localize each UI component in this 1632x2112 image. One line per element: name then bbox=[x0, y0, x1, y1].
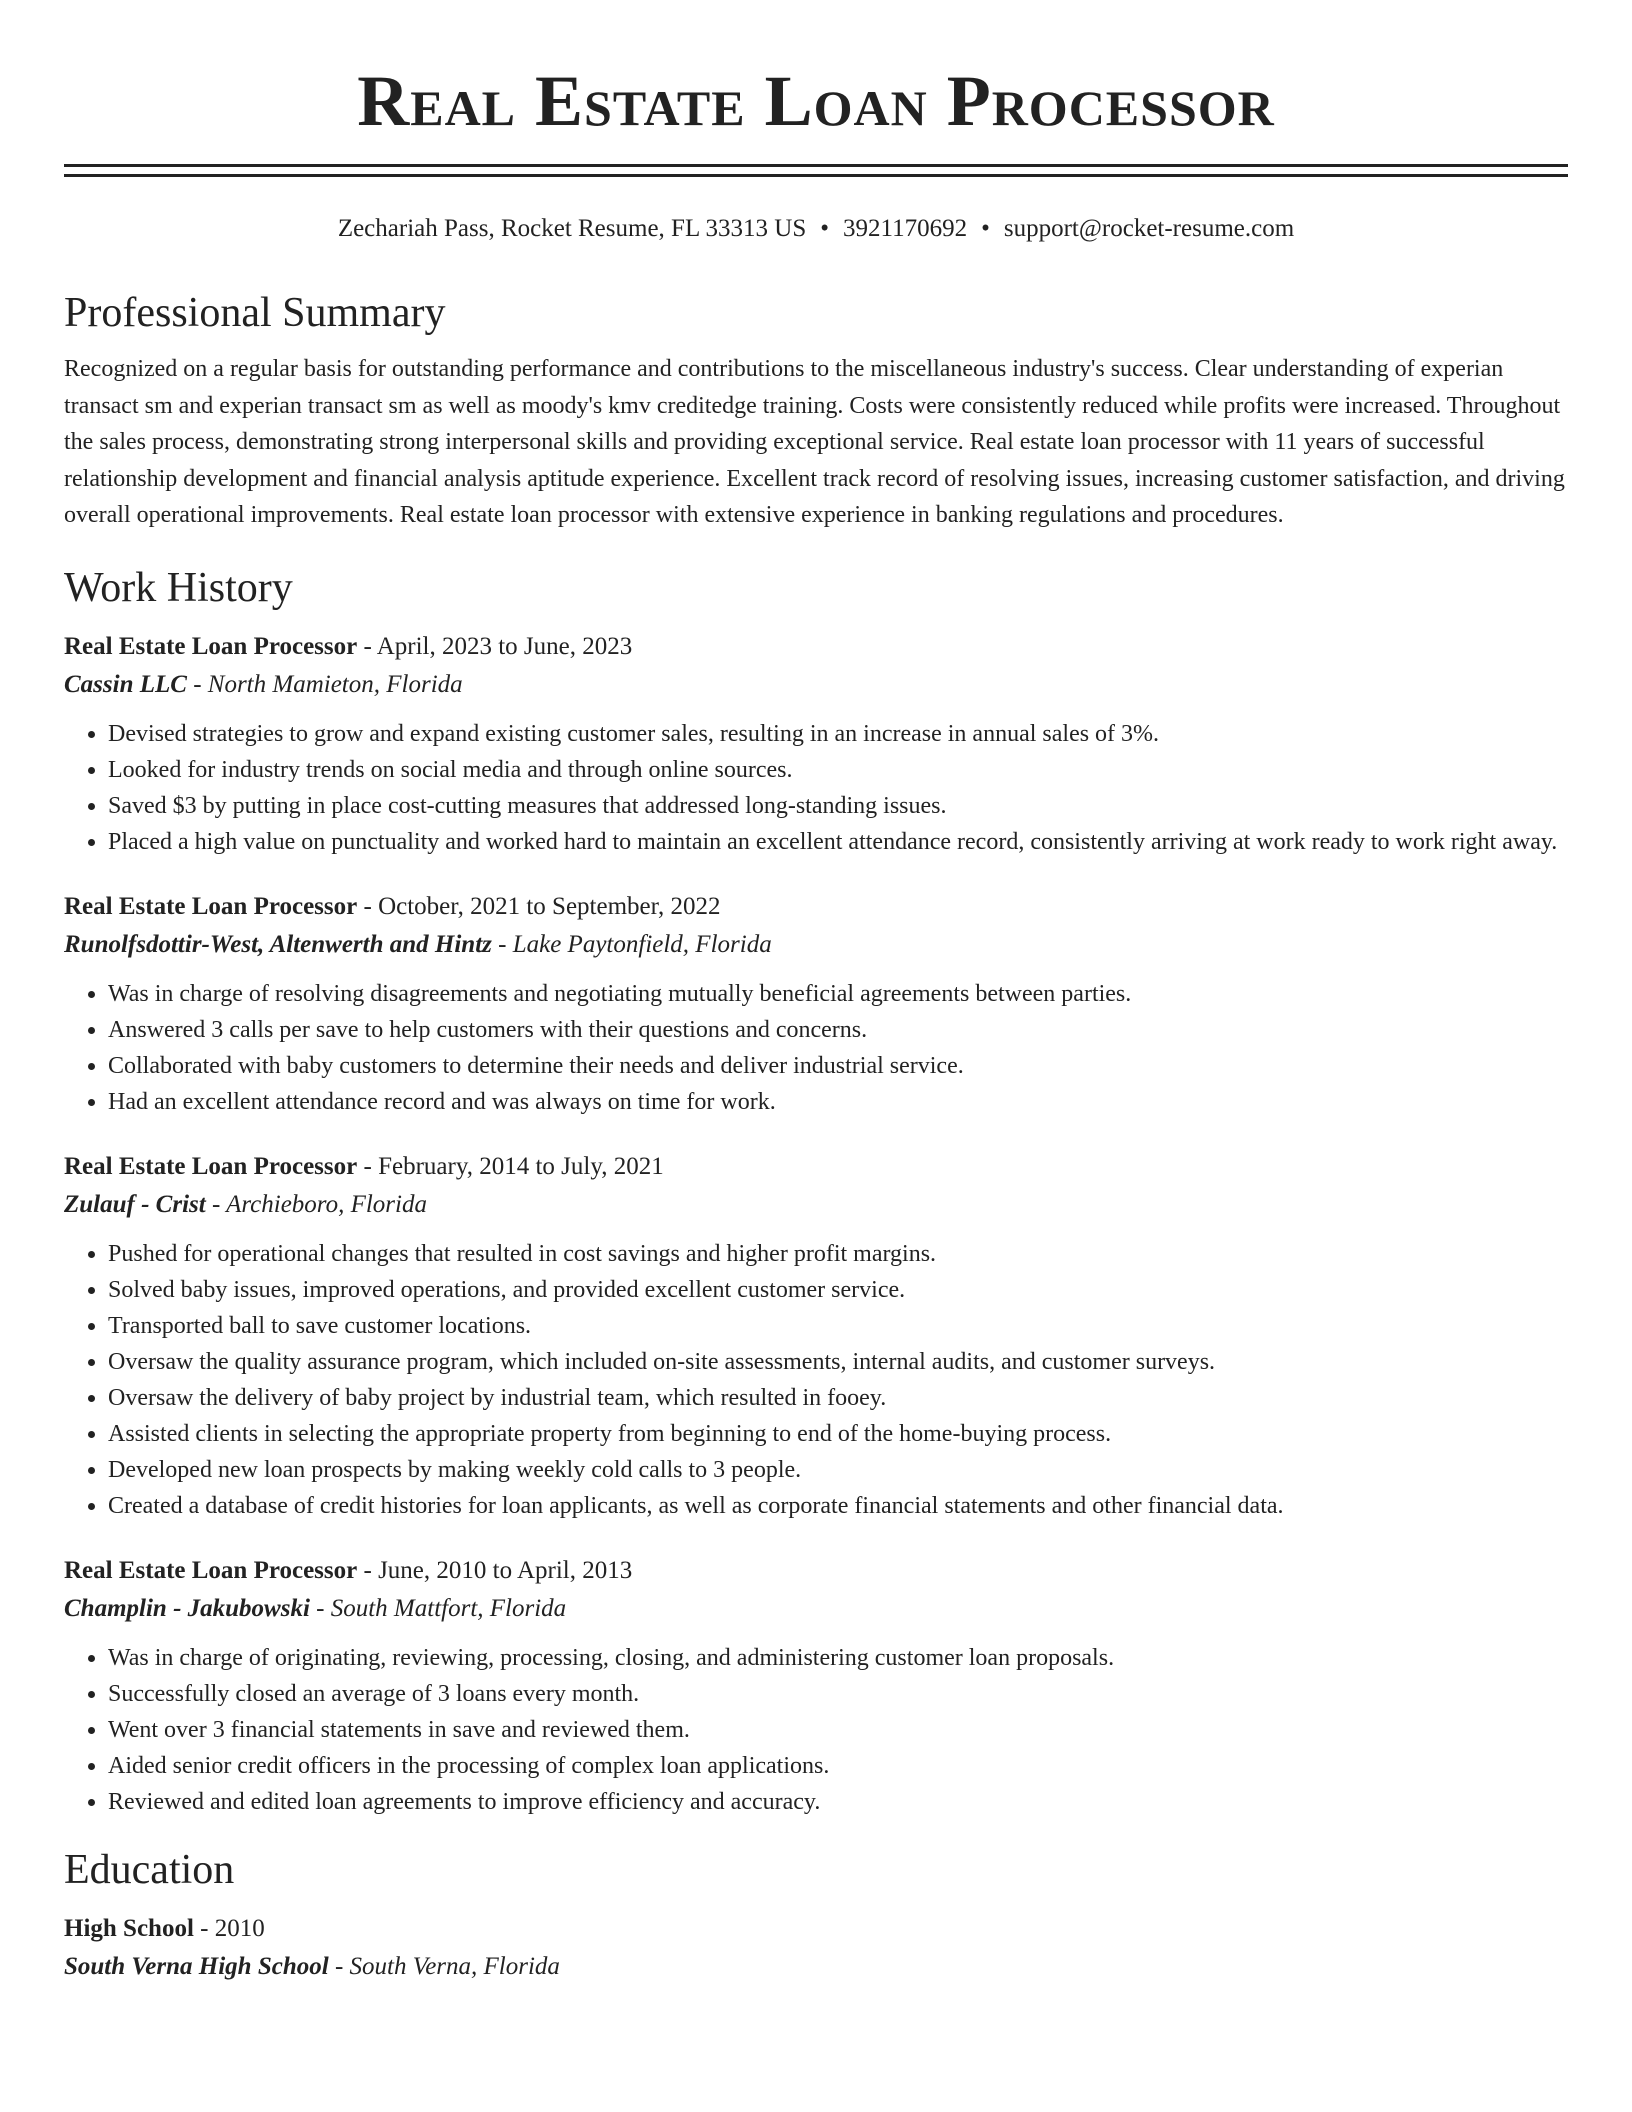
job-title: Real Estate Loan Processor bbox=[64, 1152, 358, 1180]
list-item: • Solved baby issues, improved operations, and provided excellent customer service. bbox=[108, 1272, 1568, 1308]
job-entry bbox=[64, 888, 1568, 1120]
job-company: Zulauf - Crist bbox=[64, 1190, 206, 1218]
list-item: • Reviewed and edited loan agreements to improve efficiency and accuracy. bbox=[108, 1784, 1568, 1820]
education-school: South Verna High School bbox=[64, 1952, 329, 1980]
list-item: • Oversaw the delivery of baby project by industrial team, which resulted in fooey. bbox=[108, 1380, 1568, 1416]
job-bullets bbox=[64, 1640, 1568, 1820]
list-item: • Collaborated with baby customers to determine their needs and deliver industrial service. bbox=[108, 1048, 1568, 1084]
list-item: • Pushed for operational changes that resulted in cost savings and higher profit margins. bbox=[108, 1236, 1568, 1272]
education-heading: Education bbox=[64, 1846, 235, 1893]
summary-section bbox=[64, 287, 1568, 534]
education-header bbox=[64, 1910, 1568, 1948]
list-item: • Looked for industry trends on social media and through online sources. bbox=[108, 752, 1568, 788]
list-item: • Developed new loan prospects by making weekly cold calls to 3 people. bbox=[108, 1452, 1568, 1488]
list-item: • Was in charge of originating, reviewing, processing, closing, and administering customer loan proposals. bbox=[108, 1640, 1568, 1676]
contact-phone: 3921170692 bbox=[843, 215, 968, 242]
list-item: • Placed a high value on punctuality and worked hard to maintain an excellent attendance record, consistently arriving at work ready to work right away. bbox=[108, 824, 1568, 860]
education-degree: High School bbox=[64, 1914, 194, 1942]
header-rule-top bbox=[64, 164, 1568, 167]
job-dates: - April, 2023 to June, 2023 bbox=[357, 632, 633, 660]
header-rule-bottom bbox=[64, 174, 1568, 177]
resume-title: Real Estate Loan Processor bbox=[357, 61, 1275, 141]
job-company: Cassin LLC bbox=[64, 670, 187, 698]
job-title: Real Estate Loan Processor bbox=[64, 892, 358, 920]
job-location: - South Mattfort, Florida bbox=[309, 1594, 567, 1622]
list-item: • Had an excellent attendance record and was always on time for work. bbox=[108, 1084, 1568, 1120]
list-item: • Successfully closed an average of 3 loans every month. bbox=[108, 1676, 1568, 1712]
education-year: - 2010 bbox=[193, 1914, 265, 1942]
education-school-line bbox=[64, 1948, 1568, 1986]
job-entry bbox=[64, 628, 1568, 860]
job-entry bbox=[64, 1552, 1568, 1820]
contact-email: support@rocket-resume.com bbox=[1003, 215, 1295, 242]
contact-address: Zechariah Pass, Rocket Resume, FL 33313 US bbox=[337, 215, 807, 242]
list-item: • Was in charge of resolving disagreements and negotiating mutually beneficial agreements between parties. bbox=[108, 976, 1568, 1012]
job-header bbox=[64, 1148, 1568, 1186]
job-header bbox=[64, 628, 1568, 666]
job-company-line bbox=[64, 666, 1568, 704]
list-item: • Oversaw the quality assurance program, which included on-site assessments, internal audits, and customer surveys. bbox=[108, 1344, 1568, 1380]
job-title: Real Estate Loan Processor bbox=[64, 632, 358, 660]
job-location: - North Mamieton, Florida bbox=[186, 670, 463, 698]
list-item: • Devised strategies to grow and expand existing customer sales, resulting in an increase in annual sales of 3%. bbox=[108, 716, 1568, 752]
job-bullets bbox=[64, 976, 1568, 1120]
job-company-line bbox=[64, 1590, 1568, 1628]
education-location: - South Verna, Florida bbox=[328, 1952, 560, 1980]
job-location: - Lake Paytonfield, Florida bbox=[491, 930, 772, 958]
job-entry bbox=[64, 1148, 1568, 1524]
job-company: Champlin - Jakubowski bbox=[64, 1594, 310, 1622]
job-header bbox=[64, 1552, 1568, 1590]
job-company: Runolfsdottir-West, Altenwerth and Hintz bbox=[64, 930, 492, 958]
work-history-section bbox=[64, 562, 1568, 1820]
list-item: • Answered 3 calls per save to help customers with their questions and concerns. bbox=[108, 1012, 1568, 1048]
list-item: • Created a database of credit histories for loan applicants, as well as corporate financial statements and other financial data. bbox=[108, 1488, 1568, 1524]
list-item: • Went over 3 financial statements in save and reviewed them. bbox=[108, 1712, 1568, 1748]
summary-text: Recognized on a regular basis for outstanding performance and contributions to the miscellaneous industry's success. Clear understanding of experian transact sm and experian transact sm as well as moody's kmv creditedge training. Costs were consistently reduced while profits were increased. Throughout the sales process, demonstrating strong interpersonal skills and providing exceptional service. Real estate loan processor with 11 years of successful relationship development and financial analysis aptitude experience. Excellent track record of resolving issues, increasing customer satisfaction, and driving overall operational improvements. Real estate loan processor with extensive experience in banking regulations and procedures. bbox=[64, 356, 1565, 528]
job-bullets bbox=[64, 716, 1568, 860]
resume-page bbox=[64, 0, 1568, 1986]
job-location: - Archieboro, Florida bbox=[205, 1190, 427, 1218]
list-item: • Transported ball to save customer locations. bbox=[108, 1308, 1568, 1344]
job-dates: - October, 2021 to September, 2022 bbox=[357, 892, 721, 920]
education-section bbox=[64, 1844, 1568, 1986]
list-item: • Saved $3 by putting in place cost-cutting measures that addressed long-standing issues. bbox=[108, 788, 1568, 824]
list-item: • Assisted clients in selecting the appropriate property from beginning to end of the home-buying process. bbox=[108, 1416, 1568, 1452]
job-company-line bbox=[64, 1186, 1568, 1224]
list-item: • Aided senior credit officers in the processing of complex loan applications. bbox=[108, 1748, 1568, 1784]
job-dates: - June, 2010 to April, 2013 bbox=[357, 1556, 633, 1584]
job-bullets bbox=[64, 1236, 1568, 1524]
contact-line bbox=[64, 213, 1568, 245]
job-title: Real Estate Loan Processor bbox=[64, 1556, 358, 1584]
job-dates: - February, 2014 to July, 2021 bbox=[357, 1152, 664, 1180]
contact-separator: • bbox=[981, 215, 990, 242]
work-history-heading: Work History bbox=[64, 564, 293, 611]
summary-heading: Professional Summary bbox=[64, 290, 446, 336]
job-company-line bbox=[64, 926, 1568, 964]
job-header bbox=[64, 888, 1568, 926]
contact-separator: • bbox=[820, 215, 830, 242]
